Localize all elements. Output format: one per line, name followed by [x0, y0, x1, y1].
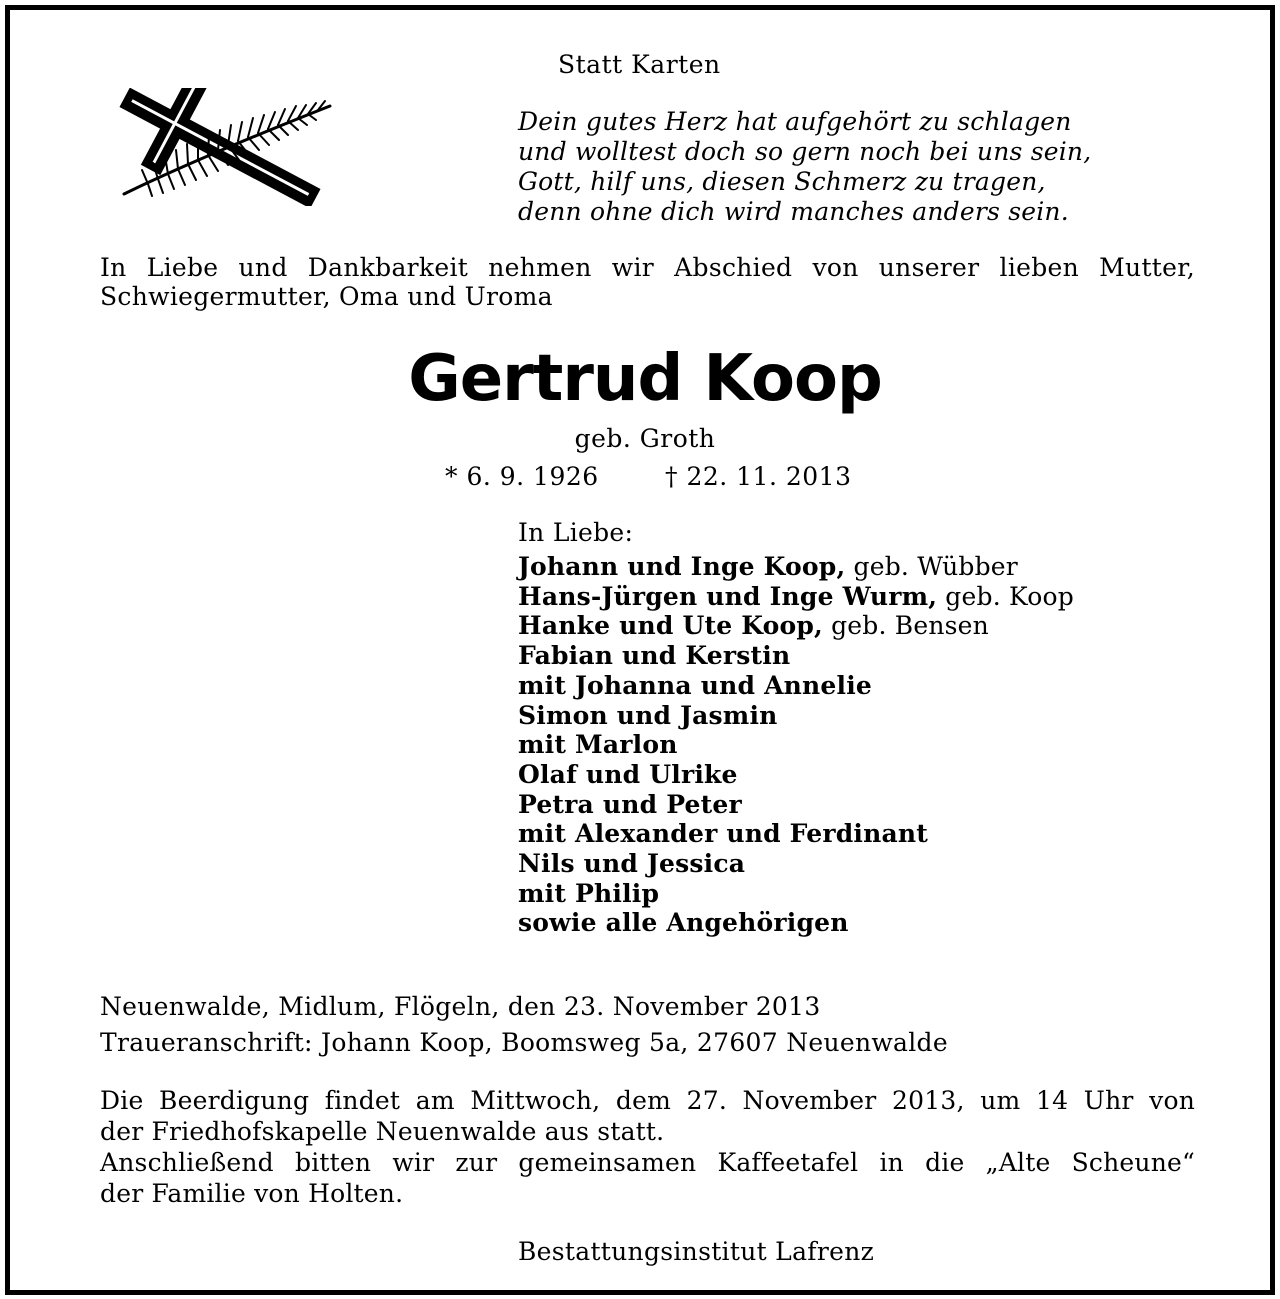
- deceased-name: Gertrud Koop: [408, 342, 882, 416]
- funeral-details: [100, 1085, 1195, 1209]
- mourners-heading: In Liebe:: [518, 518, 634, 547]
- list-item: Johann und Inge Koop, geb. Wübber: [518, 552, 1018, 581]
- undertaker-name: Bestattungsinstitut Lafrenz: [518, 1237, 875, 1266]
- poem: [518, 107, 1091, 227]
- intro-text: In Liebe und Dankbarkeit nehmen wir Abschied von unserer lieben Mutter, Schwiegermutter, Oma und Uroma: [100, 253, 1195, 311]
- list-item: Fabian und Kerstin: [518, 641, 791, 671]
- poem-line: und wolltest doch so gern noch bei uns sein,: [518, 137, 1092, 166]
- funeral-line: der Friedhofskapelle Neuenwalde aus statt.: [100, 1117, 665, 1146]
- obituary-notice: [5, 5, 1275, 1295]
- list-item: Petra und Peter: [518, 789, 742, 819]
- list-item: mit Johanna und Annelie: [518, 670, 873, 700]
- statt-karten-label: Statt Karten: [558, 50, 721, 79]
- list-item: Simon und Jasmin: [518, 700, 778, 730]
- list-item: Hanke und Ute Koop, geb. Bensen: [518, 611, 989, 641]
- poem-line: Gott, hilf uns, diesen Schmerz zu tragen,: [518, 167, 1046, 196]
- mourning-address: Traueranschrift: Johann Koop, Boomsweg 5a, 27607 Neuenwalde: [100, 1028, 948, 1057]
- list-item: Nils und Jessica: [518, 849, 746, 879]
- poem-line: denn ohne dich wird manches anders sein.: [518, 197, 1069, 226]
- list-item: Olaf und Ulrike: [518, 759, 738, 789]
- list-item: mit Marlon: [518, 730, 678, 760]
- place-and-date: Neuenwalde, Midlum, Flögeln, den 23. November 2013: [100, 992, 821, 1021]
- funeral-line: der Familie von Holten.: [100, 1179, 404, 1208]
- list-item: mit Alexander und Ferdinant: [518, 819, 929, 849]
- list-item: Hans-Jürgen und Inge Wurm, geb. Koop: [518, 581, 1074, 611]
- mourners-list: [518, 552, 1074, 938]
- cross-with-palm-branch-icon: [108, 88, 338, 206]
- maiden-name: geb. Groth: [574, 424, 716, 453]
- poem-line: Dein gutes Herz hat aufgehört zu schlagen: [518, 107, 1072, 136]
- birth-date: * 6. 9. 1926: [445, 462, 599, 491]
- funeral-line: Die Beerdigung findet am Mittwoch, dem 27. November 2013, um 14 Uhr von: [100, 1086, 1195, 1115]
- funeral-line: Anschließend bitten wir zur gemeinsamen Kaffeetafel in die „Alte Scheune“: [100, 1148, 1195, 1177]
- list-item: sowie alle Angehörigen: [518, 908, 849, 938]
- list-item: mit Philip: [518, 878, 660, 908]
- death-date: † 22. 11. 2013: [665, 462, 852, 491]
